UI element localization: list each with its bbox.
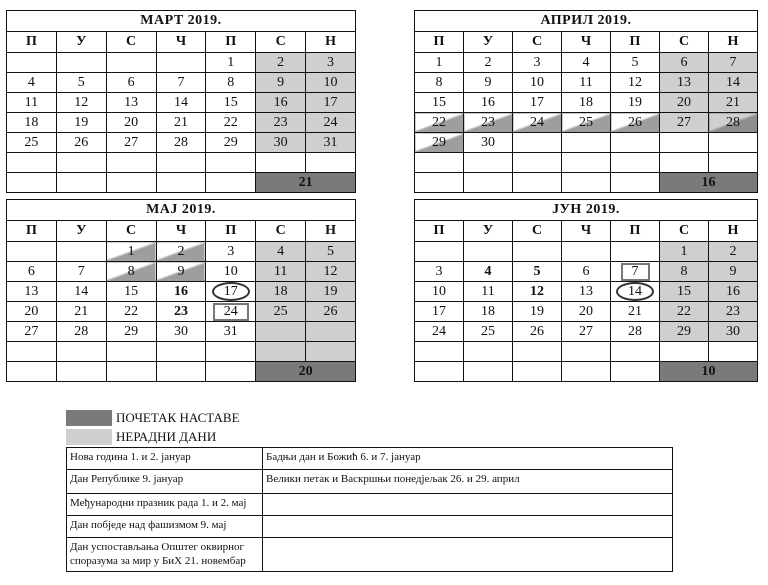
day-header: С [513,221,562,242]
day-cell [306,153,356,173]
working-days-total: 10 [660,362,758,382]
day-cell: 9 [709,262,758,282]
day-cell: 12 [56,93,106,113]
day-cell: 6 [660,53,709,73]
day-cell: 3 [206,242,256,262]
day-cell: 10 [206,262,256,282]
day-cell: 4 [562,53,611,73]
day-cell: 4 [464,262,513,282]
day-header: У [56,32,106,53]
day-cell [206,302,256,322]
day-cell: 18 [7,113,57,133]
calendar-march [6,10,356,193]
day-cell [562,342,611,362]
holiday-cell: Дан Републике 9. јануар [67,470,263,494]
day-cell: 8 [106,262,156,282]
holiday-cell: Бадњи дан и Божић 6. и 7. јануар [263,448,673,470]
day-cell [709,342,758,362]
day-header: У [56,221,106,242]
holidays-table [66,447,673,572]
day-number: 17 [212,282,250,301]
day-cell: 23 [156,302,206,322]
day-header: С [106,221,156,242]
day-cell [562,133,611,153]
day-cell [415,242,464,262]
day-cell: 1 [106,242,156,262]
day-cell: 12 [611,73,660,93]
day-header: П [7,32,57,53]
day-cell: 27 [106,133,156,153]
day-cell [206,153,256,173]
day-cell: 25 [562,113,611,133]
day-cell: 16 [709,282,758,302]
day-cell [306,322,356,342]
summary-empty-cell [464,173,513,193]
summary-empty-cell [206,362,256,382]
legend-nonworking-swatch [66,429,112,445]
day-cell: 25 [7,133,57,153]
day-cell [611,153,660,173]
day-cell: 30 [464,133,513,153]
summary-empty-cell [513,173,562,193]
day-cell: 6 [562,262,611,282]
day-cell [464,242,513,262]
day-header: С [513,32,562,53]
day-cell [513,133,562,153]
day-cell: 2 [156,242,206,262]
day-cell: 1 [415,53,464,73]
day-cell: 10 [415,282,464,302]
day-number: 14 [616,282,654,301]
day-header: П [611,221,660,242]
summary-empty-cell [611,362,660,382]
day-header: С [256,221,306,242]
day-cell: 26 [513,322,562,342]
legend-start-swatch [66,410,112,426]
day-cell: 18 [256,282,306,302]
day-cell [415,342,464,362]
day-cell: 12 [513,282,562,302]
day-cell: 29 [206,133,256,153]
day-cell: 29 [106,322,156,342]
day-cell: 10 [306,73,356,93]
day-cell: 22 [415,113,464,133]
day-cell: 12 [306,262,356,282]
day-cell [415,153,464,173]
holiday-cell: Дан побједе над фашизмом 9. мај [67,516,263,538]
day-cell: 11 [464,282,513,302]
day-cell [660,153,709,173]
day-cell [611,133,660,153]
day-header: Ч [156,221,206,242]
summary-empty-cell [7,362,57,382]
summary-empty-cell [513,362,562,382]
day-cell: 7 [709,53,758,73]
day-cell: 24 [306,113,356,133]
day-cell: 6 [106,73,156,93]
day-cell [306,342,356,362]
day-header: П [7,221,57,242]
day-cell [7,342,57,362]
day-cell: 14 [156,93,206,113]
holiday-cell: Дан успостављања Општег оквирног споразума за мир у БиХ 21. новембар [67,538,263,572]
day-cell [611,262,660,282]
day-header: Ч [562,221,611,242]
day-cell: 15 [206,93,256,113]
day-cell [56,242,106,262]
summary-empty-cell [106,173,156,193]
day-cell [56,53,106,73]
day-cell: 11 [7,93,57,113]
working-days-total: 21 [256,173,356,193]
day-cell: 3 [306,53,356,73]
day-cell: 27 [7,322,57,342]
day-cell [464,153,513,173]
month-title: МАРТ 2019. [7,11,356,32]
day-cell: 4 [256,242,306,262]
month-title: МАЈ 2019. [7,200,356,221]
day-header: У [464,32,513,53]
summary-empty-cell [7,173,57,193]
summary-empty-cell [611,173,660,193]
day-cell: 25 [464,322,513,342]
day-cell [56,153,106,173]
calendar-june [414,199,758,382]
day-cell [7,53,57,73]
day-cell: 30 [256,133,306,153]
day-cell: 26 [56,133,106,153]
day-cell [7,242,57,262]
day-cell: 9 [464,73,513,93]
day-cell [562,153,611,173]
day-cell: 21 [156,113,206,133]
day-cell: 2 [464,53,513,73]
day-cell: 11 [256,262,306,282]
day-cell [7,153,57,173]
summary-empty-cell [106,362,156,382]
day-cell: 20 [7,302,57,322]
day-cell: 2 [709,242,758,262]
day-cell: 19 [306,282,356,302]
day-cell: 13 [106,93,156,113]
day-cell: 27 [660,113,709,133]
day-cell [156,153,206,173]
day-cell [513,342,562,362]
day-cell: 5 [611,53,660,73]
day-cell: 23 [464,113,513,133]
day-header: П [206,32,256,53]
day-cell: 28 [611,322,660,342]
holiday-cell [263,494,673,516]
day-cell: 1 [206,53,256,73]
day-cell: 17 [415,302,464,322]
day-header: П [415,32,464,53]
day-cell [709,133,758,153]
day-cell [464,342,513,362]
day-cell: 19 [56,113,106,133]
day-cell: 28 [156,133,206,153]
day-header: У [464,221,513,242]
day-cell: 27 [562,322,611,342]
day-cell: 16 [464,93,513,113]
day-header: С [660,221,709,242]
day-header: Н [709,221,758,242]
day-header: Н [709,32,758,53]
summary-empty-cell [464,362,513,382]
day-cell: 30 [709,322,758,342]
day-cell [256,153,306,173]
day-cell [660,133,709,153]
day-cell: 4 [7,73,57,93]
day-cell: 20 [660,93,709,113]
day-cell [660,342,709,362]
holiday-cell [263,538,673,572]
day-cell: 23 [709,302,758,322]
day-header: С [256,32,306,53]
holiday-cell: Нова година 1. и 2. јануар [67,448,263,470]
summary-empty-cell [156,173,206,193]
legend-nonworking-label: НЕРАДНИ ДАНИ [116,429,217,444]
day-cell: 14 [56,282,106,302]
day-cell [513,153,562,173]
day-cell: 21 [709,93,758,113]
day-cell: 9 [156,262,206,282]
day-cell: 8 [206,73,256,93]
day-cell [709,153,758,173]
day-cell: 3 [513,53,562,73]
day-header: П [206,221,256,242]
day-cell: 13 [7,282,57,302]
day-cell [56,342,106,362]
day-cell: 13 [562,282,611,302]
day-cell [206,342,256,362]
summary-empty-cell [206,173,256,193]
day-cell: 19 [513,302,562,322]
day-cell: 5 [306,242,356,262]
day-cell: 14 [709,73,758,93]
day-header: П [415,221,464,242]
day-cell: 26 [306,302,356,322]
day-cell: 3 [415,262,464,282]
day-cell: 15 [106,282,156,302]
day-cell: 8 [415,73,464,93]
day-cell: 19 [611,93,660,113]
day-cell: 30 [156,322,206,342]
day-header: Н [306,32,356,53]
day-cell: 9 [256,73,306,93]
day-cell: 1 [660,242,709,262]
day-cell: 21 [56,302,106,322]
summary-empty-cell [156,362,206,382]
day-cell: 17 [513,93,562,113]
summary-empty-cell [415,362,464,382]
day-cell [156,53,206,73]
day-cell [513,242,562,262]
day-cell [256,342,306,362]
day-cell: 20 [106,113,156,133]
day-cell: 26 [611,113,660,133]
summary-empty-cell [562,362,611,382]
day-cell: 16 [156,282,206,302]
day-header: Ч [156,32,206,53]
day-cell: 18 [562,93,611,113]
day-header: С [660,32,709,53]
holiday-cell: Међународни празник рада 1. и 2. мај [67,494,263,516]
day-cell [256,322,306,342]
day-cell: 16 [256,93,306,113]
day-cell [562,242,611,262]
day-cell: 22 [206,113,256,133]
day-cell: 20 [562,302,611,322]
day-number: 7 [621,263,650,281]
day-cell: 7 [56,262,106,282]
day-number: 24 [213,303,249,321]
day-cell [611,242,660,262]
working-days-total: 16 [660,173,758,193]
day-cell [106,153,156,173]
day-header: Ч [562,32,611,53]
summary-empty-cell [56,173,106,193]
day-cell: 15 [415,93,464,113]
day-cell [206,282,256,302]
day-cell [106,342,156,362]
day-cell [156,342,206,362]
day-cell: 24 [415,322,464,342]
day-cell: 2 [256,53,306,73]
day-cell: 29 [415,133,464,153]
day-header: П [611,32,660,53]
day-header: Н [306,221,356,242]
day-cell: 11 [562,73,611,93]
day-cell: 6 [7,262,57,282]
legend-start-label: ПОЧЕТАК НАСТАВЕ [116,410,240,425]
month-title: АПРИЛ 2019. [415,11,758,32]
day-cell: 10 [513,73,562,93]
day-cell: 15 [660,282,709,302]
day-cell [106,53,156,73]
working-days-total: 20 [256,362,356,382]
holiday-cell: Велики петак и Васкршњи понедјељак 26. и 29. април [263,470,673,494]
summary-empty-cell [562,173,611,193]
day-cell: 28 [709,113,758,133]
day-cell: 31 [206,322,256,342]
day-cell: 28 [56,322,106,342]
day-cell: 31 [306,133,356,153]
day-cell: 21 [611,302,660,322]
day-cell: 22 [106,302,156,322]
calendar-april [414,10,758,193]
summary-empty-cell [415,173,464,193]
day-cell: 17 [306,93,356,113]
day-cell: 5 [56,73,106,93]
month-title: ЈУН 2019. [415,200,758,221]
calendar-may [6,199,356,382]
day-cell [611,282,660,302]
day-cell [611,342,660,362]
day-header: С [106,32,156,53]
day-cell: 5 [513,262,562,282]
day-cell: 24 [513,113,562,133]
day-cell: 29 [660,322,709,342]
day-cell: 23 [256,113,306,133]
day-cell: 22 [660,302,709,322]
day-cell: 25 [256,302,306,322]
day-cell: 7 [156,73,206,93]
day-cell: 8 [660,262,709,282]
holiday-cell [263,516,673,538]
day-cell: 13 [660,73,709,93]
summary-empty-cell [56,362,106,382]
day-cell: 18 [464,302,513,322]
